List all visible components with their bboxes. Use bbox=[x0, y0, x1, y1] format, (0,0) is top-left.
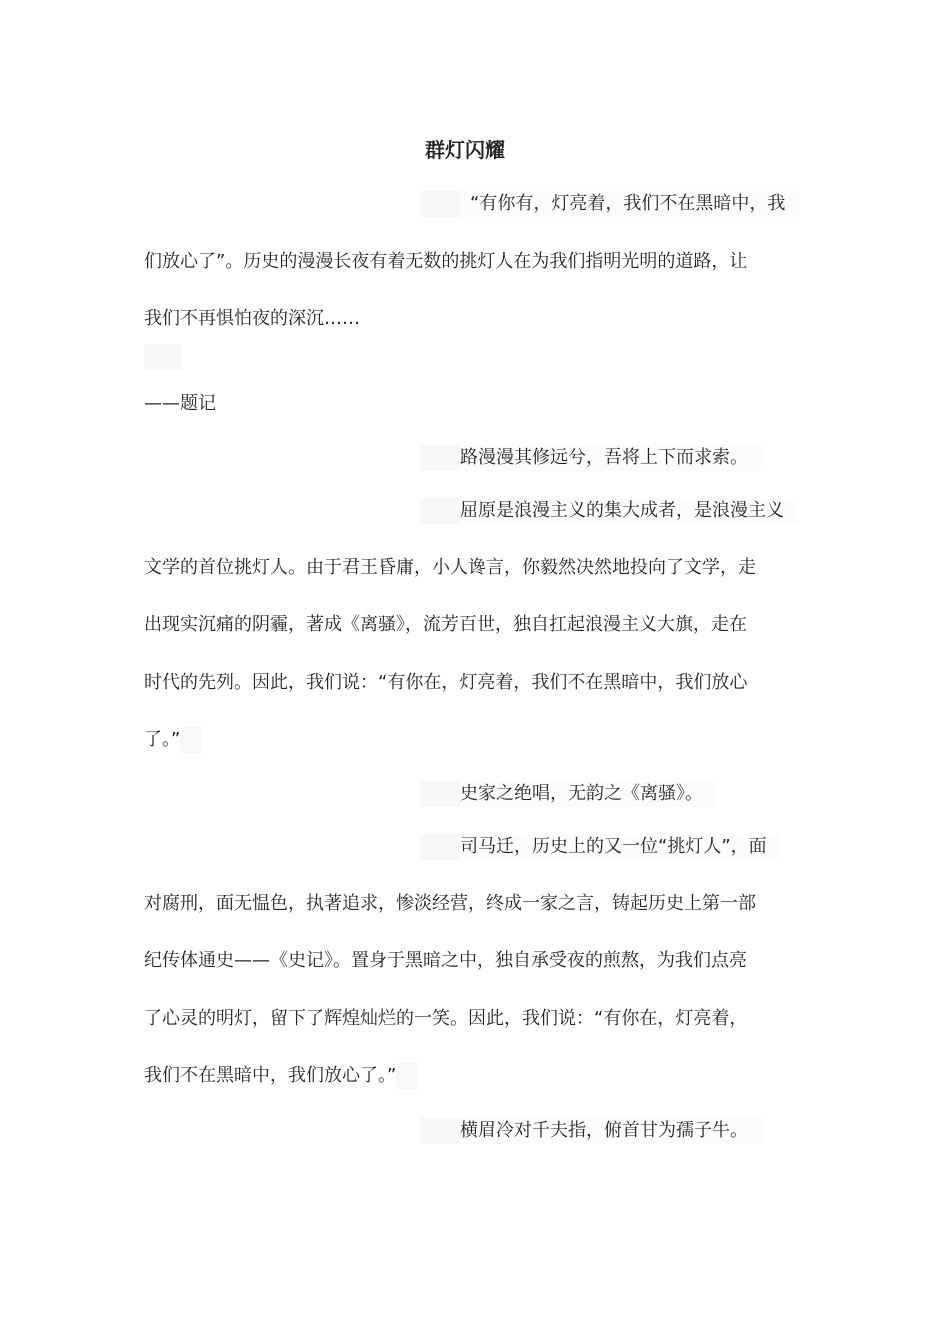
section2-line-1: 司马迁，历史上的又一位“挑灯人”，面 bbox=[420, 834, 781, 860]
section2-line-5: 我们不在黑暗中，我们放心了。” bbox=[144, 1063, 418, 1089]
section2-line-4: 了心灵的明灯，留下了辉煌灿烂的一笑。因此，我们说：“有你在，灯亮着， bbox=[144, 1008, 748, 1029]
intro-line-2: 们放心了”。历史的漫漫长夜有着无数的挑灯人在为我们指明光明的道路，让 bbox=[144, 251, 748, 272]
section1-line-1: 屈原是浪漫主义的集大成者，是浪漫主义 bbox=[420, 498, 798, 524]
section1-line-2: 文学的首位挑灯人。由于君王昏庸，小人谗言，你毅然决然地投向了文学，走 bbox=[144, 557, 756, 578]
section1-quote: 路漫漫其修远兮，吾将上下而求索。 bbox=[420, 445, 762, 471]
section2-quote: 史家之绝唱，无韵之《离骚》。 bbox=[420, 781, 717, 807]
page-title: 群灯闪耀 bbox=[425, 138, 505, 162]
intro-line-3: 我们不再惧怕夜的深沉…… bbox=[144, 308, 360, 329]
section2-line-2: 对腐刑，面无愠色，执著追求，惨淡经营，终成一家之言，铸起历史上第一部 bbox=[144, 893, 756, 914]
intro-line-1: “有你有，灯亮着，我们不在黑暗中，我 bbox=[420, 191, 799, 217]
section1-line-3: 出现实沉痛的阴霾，著成《离骚》，流芳百世，独自扛起浪漫主义大旗，走在 bbox=[144, 614, 747, 635]
section3-quote: 横眉冷对千夫指，俯首甘为孺子牛。 bbox=[420, 1118, 762, 1144]
section1-line-5: 了。” bbox=[144, 727, 202, 753]
blank-placeholder bbox=[144, 344, 182, 370]
section1-line-4: 时代的先列。因此，我们说：“有你在，灯亮着，我们不在黑暗中，我们放心 bbox=[144, 672, 748, 693]
epigraph: ——题记 bbox=[144, 393, 216, 414]
section2-line-3: 纪传体通史——《史记》。置身于黑暗之中，独自承受夜的煎熬，为我们点亮 bbox=[144, 950, 747, 971]
